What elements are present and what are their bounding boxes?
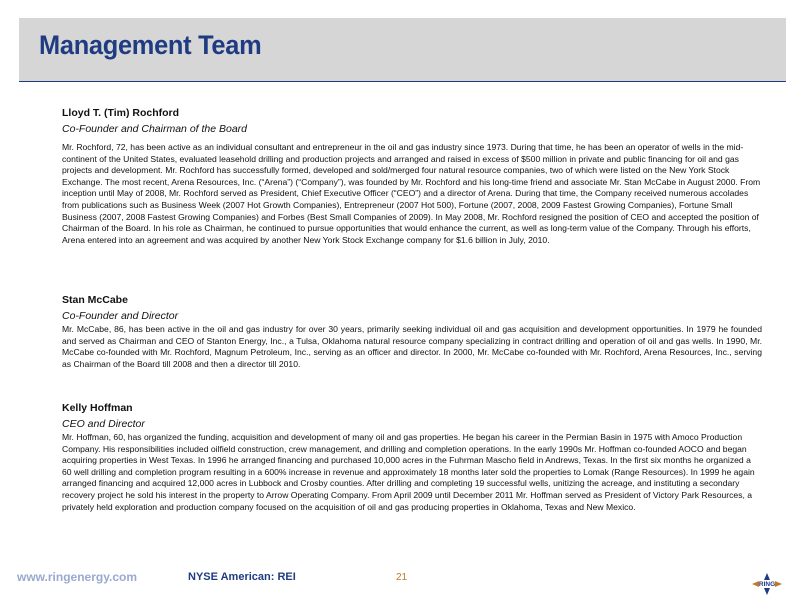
stock-ticker: NYSE American: REI — [188, 571, 296, 583]
person-name: Kelly Hoffman — [62, 402, 133, 414]
person-block-mccabe — [62, 293, 762, 370]
person-name: Lloyd T. (Tim) Rochford — [62, 107, 180, 119]
ring-energy-logo — [749, 572, 785, 596]
title-band — [19, 18, 786, 81]
title-divider — [19, 81, 786, 82]
person-bio: Mr. Hoffman, 60, has organized the funding, acquisition and development of many oil and gas properties. He began his career in the Permian Basin in 1975 with Amoco Production Company. His responsibilities included oilfield construction, crew management, and drilling and completion operations. In the early 1990s Mr. Hoffman co-founded AOCO and began acquiring properties in West Texas. In 1996 he arranged financing and purchased 10,000 acres in the Fuhrman Mascho field in Andrews, Texas. In the first six months he organized a 60 well drilling and completion program resulting in a 600% increase in revenue and approximately 18 months later sold the properties to Lomak (Range Resources). In 1999 he again arranged financing and acquired 12,000 acres in Lubbock and Crosby counties. After drilling and completing 19 successful wells, unitizing the acreage, and instituting a secondary recovery project he sold his interest in the property to Arrow Operating Company. From April 2009 until December 2011 Mr. Hoffman served as President of Victory Park Resources, a privately held exploration and production company focused on the acquisition of oil and gas producing properties in Oklahoma, Texas and New Mexico. — [62, 432, 755, 512]
person-bio: Mr. McCabe, 86, has been active in the oil and gas industry for over 30 years, primarily seeking individual oil and gas acquisition and development opportunities. In 1979 he founded and served as Chairman and CEO of Stanton Energy, Inc., a Tulsa, Oklahoma natural resource company specializing in contract drilling and operation of oil and gas wells. In 1990, Mr. McCabe co-founded with Mr. Rochford, Magnum Petroleum, Inc., serving as an officer and director. In 2000, Mr. McCabe co-founded with Mr. Rochford, Arena Resources, Inc., serving as Chairman of the Board till 2008 and then a director till 2010. — [62, 324, 762, 369]
website-link[interactable]: www.ringenergy.com — [17, 570, 138, 584]
page-number: 21 — [396, 572, 408, 583]
person-bio: Mr. Rochford, 72, has been active as an individual consultant and entrepreneur in the oil and gas industry since 1973. During that time, he has been an operator of wells in the mid-continent of the United States, evaluated leasehold drilling and production projects and arranged and raised in excess of $500 million in private and public financing for oil and gas projects and development. Mr. Rochford has successfully formed, developed and sold/merged four natural resource companies, two of which were listed on the New York Stock Exchange. The most recent, Arena Resources, Inc. (“Arena”) (“Company”), was founded by Mr. Rochford and his long-time friend and associate Mr. Stan McCabe in August 2000. From inception until May of 2008, Mr. Rochford served as President, Chief Executive Officer (“CEO”) and a director of Arena. During that time, the Company received numerous accolades from publications such as Business Week (2007 Hot Growth Companies), Entrepreneur (2007 Hot 500), Fortune (2007, 2008, 2009 Fastest Growing Companies), Fortune Small Business (2007, 2008 Fastest Growing Companies) and Forbes (Best Small Companies of 2009). In May 2008, Mr. Rochford resigned the position of CEO and accepted the position of Chairman of the Board. In his role as Chairman, he continued to pursue opportunities that would enhance the current, as well as long-term value of the Company. Through his efforts, Arena entered into an agreement and was acquired by another New York Stock Exchange company for $1.6 billion in July, 2010. — [62, 142, 761, 245]
person-role: Co-Founder and Chairman of the Board — [62, 123, 248, 135]
logo-wordmark: RING — [758, 581, 776, 588]
person-block-rochford — [62, 106, 762, 246]
slide-title: Management Team — [39, 30, 262, 60]
person-role: CEO and Director — [62, 418, 145, 430]
ring-energy-logo-icon — [749, 572, 785, 596]
person-block-hoffman — [62, 401, 762, 513]
person-role: Co-Founder and Director — [62, 310, 179, 322]
person-name: Stan McCabe — [62, 294, 128, 306]
